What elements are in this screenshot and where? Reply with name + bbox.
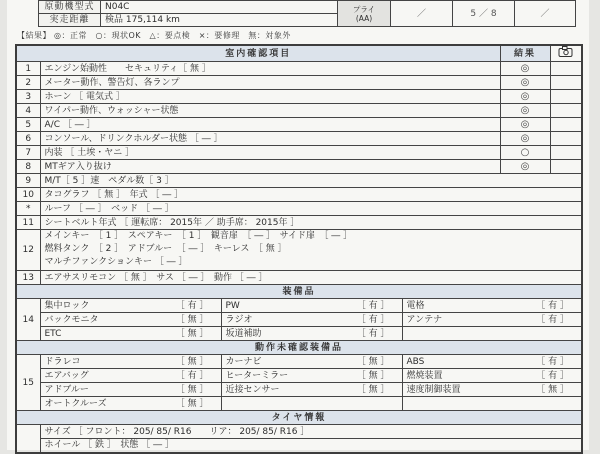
result-symbol: ◎ [500,118,550,132]
row-label: 内装 ［ 土埃・ヤニ ］ [40,146,500,160]
row-number: * [16,202,40,216]
row-number: 11 [16,216,40,230]
mileage-value: 検品 175,114 km [101,14,338,27]
row-label: ワイパー動作、ウォッシャー状態 [40,104,500,118]
equipment-cell [221,383,402,397]
equipment-name: ETC [44,328,62,339]
equipment-name: ドラレコ [44,356,81,367]
result-legend: 【結果】 ◎：正常 ○：現状OK △：要点検 ×：要修理 無：対象外 [17,31,291,40]
unverified-row [16,355,582,369]
unverified-row [16,383,582,397]
row-label: コンソール、ドリンクホルダー状態 ［ ― ］ [40,132,500,146]
equipment-cell [402,355,582,369]
equipment-value: ［ 無 ］ [175,384,209,395]
tire-header-row [16,411,582,425]
table-row [16,146,582,160]
result-column-header: 結果 [500,45,550,62]
equipment-cell [402,369,582,383]
equipment-cell [402,299,582,313]
equipment-cell [221,313,402,327]
equipment-cell [40,383,221,397]
tire-size-row [16,425,582,439]
equipment-name: 速度制御装置 [406,384,461,395]
ply-cell-3: ／ [515,1,576,27]
table-row [16,118,582,132]
row-label: ルーフ ［ ― ］ ベッド ［ ― ］ [40,202,582,216]
photo-cell [550,132,582,146]
keys-line-3: マルチファンクションキー ［ ― ］ [44,257,188,267]
table-row [16,271,582,285]
equipment-name: カーナビ [225,356,262,367]
wheel-row [16,439,582,453]
row-number: 5 [16,118,40,132]
table-row [16,188,582,202]
equipment-value: ［ 無 ］ [175,398,209,409]
row-label: メーター動作、警告灯、各ランプ [40,76,500,90]
ply-grade-cell [338,1,391,27]
equipment-name: 坂道補助 [225,328,262,339]
equipment-cell [402,313,582,327]
equipment-value: ［ 有 ］ [175,300,209,311]
row-number: 12 [16,230,40,271]
equipment-cell [40,355,221,369]
equipment-name: アドブルー [44,384,89,395]
table-row [16,62,582,76]
equipment-cell-empty [402,327,582,341]
equipment-value: ［ 無 ］ [175,356,209,367]
row-number: 6 [16,132,40,146]
engine-model-value: N04C [101,1,338,14]
equipment-value: ［ 無 ］ [356,356,390,367]
equipment-cell [221,327,402,341]
equipment-cell [221,299,402,313]
photo-cell [550,146,582,160]
result-symbol: ◎ [500,76,550,90]
equipment-name: 燃焼装置 [406,370,443,381]
engine-model-label: 原動機型式 [39,1,101,14]
equipment-value: ［ 有 ］ [356,300,390,311]
unverified-row [16,397,582,411]
table-row [16,104,582,118]
equipment-name: エアバッグ [44,370,89,381]
equipment-value: ［ 有 ］ [536,314,570,325]
section-header-tire: タイヤ情報 [16,411,582,425]
photo-cell [550,118,582,132]
equipment-name: PW [225,300,240,311]
equipment-cell [40,327,221,341]
row-number: 10 [16,188,40,202]
equipment-header-row [16,285,582,299]
equipment-name: アンテナ [406,314,443,325]
section-header-equipment: 装備品 [16,285,582,299]
engine-model-row [39,1,576,14]
equipment-value: ［ 有 ］ [536,300,570,311]
row-number: 3 [16,90,40,104]
row-label: タコグラフ ［ 無 ］ 年式 ［ ― ］ [40,188,582,202]
row-number: 4 [16,104,40,118]
table-row [16,174,582,188]
equipment-name: バックモニタ [44,314,99,325]
photo-cell [550,76,582,90]
equipment-name: 近接センサー [225,384,280,395]
result-symbol: ◎ [500,104,550,118]
ply-cell-2: 5 ／ 8 [453,1,515,27]
mileage-label: 実走距離 [39,14,101,27]
row-number: 9 [16,174,40,188]
equipment-name: ラジオ [225,314,253,325]
equipment-cell [40,299,221,313]
equipment-row [16,327,582,341]
result-symbol: ◎ [500,132,550,146]
row-number-empty [16,425,40,453]
ply-cell-1: ／ [391,1,453,27]
equipment-value: ［ 有 ］ [356,328,390,339]
equipment-cell-empty [402,397,582,411]
equipment-cell [40,397,221,411]
equipment-value: ［ 有 ］ [356,314,390,325]
row-number: 13 [16,271,40,285]
equipment-value: ［ 有 ］ [536,356,570,367]
equipment-name: 電格 [406,300,425,311]
row-number: 15 [16,355,40,411]
row-number: 2 [16,76,40,90]
keys-line-2: 燃料タンク ［ 2 ］ アドブルー ［ ― ］ キーレス ［ 無 ］ [44,244,287,254]
row-number: 14 [16,299,40,341]
unverified-row [16,369,582,383]
ply-grade-line1: プライ [352,4,376,14]
table-row [16,132,582,146]
ply-grade-line2: (AA) [355,13,373,23]
table-row [16,216,582,230]
equipment-value: ［ 無 ］ [536,384,570,395]
result-symbol: ◎ [500,160,550,174]
wheel-label: ホイール ［ 鉄 ］ 状態 ［ ― ］ [40,439,582,453]
keys-cell [40,230,582,271]
equipment-cell-empty [221,397,402,411]
row-label: MTギア入り抜け [40,160,500,174]
result-symbol: ◎ [500,62,550,76]
equipment-name: オートクルーズ [44,398,107,409]
row-number: 1 [16,62,40,76]
photo-cell [550,90,582,104]
equipment-value: ［ 有 ］ [175,370,209,381]
inspection-table [15,44,583,454]
equipment-value: ［ 無 ］ [356,370,390,381]
equipment-cell [40,369,221,383]
equipment-cell [402,383,582,397]
top-table [38,0,576,27]
photo-cell [550,160,582,174]
equipment-cell [40,313,221,327]
photo-cell [550,62,582,76]
unverified-header-row [16,341,582,355]
camera-column-header [550,45,582,62]
equipment-value: ［ 無 ］ [175,314,209,325]
section-header-interior: 室内確認項目 [16,45,500,62]
equipment-name: 集中ロック [44,300,90,311]
equipment-row [16,299,582,313]
table-row [16,160,582,174]
row-label: A/C ［ ― ］ [40,118,500,132]
row-number: 8 [16,160,40,174]
equipment-value: ［ 無 ］ [356,384,390,395]
equipment-name: ABS [406,356,425,367]
row-label: M/T［ 5 ］速 ペダル数［ 3 ］ [40,174,582,188]
row-label: ホーン ［ 電気式 ］ [40,90,500,104]
interior-header-row [16,45,582,62]
table-row [16,76,582,90]
photo-cell [550,104,582,118]
row-label: エンジン始動性 セキュリティ［ 無 ］ [40,62,500,76]
row-label: シートベルト年式 ［ 運転席： 2015年 ／ 助手席： 2015年 ］ [40,216,582,230]
equipment-row [16,313,582,327]
result-symbol: ◎ [500,90,550,104]
table-row [16,202,582,216]
equipment-value: ［ 無 ］ [175,328,209,339]
equipment-value: ［ 有 ］ [536,370,570,381]
equipment-cell [221,355,402,369]
tire-size-label: サイズ ［ フロント： 205/ 85/ R16 リア： 205/ 85/ R16 ］ [40,425,582,439]
keys-line-1: メインキー ［ 1 ］ スペアキー ［ 1 ］ 観音扉 ［ ― ］ サイド扉 ［ ― ］ [44,231,353,241]
row-label: エアサスリモコン ［ 無 ］ サス ［ ― ］ 動作 ［ ― ］ [40,271,582,285]
result-symbol: ○ [500,146,550,160]
table-row [16,90,582,104]
equipment-cell [221,369,402,383]
table-row-keys [16,230,582,271]
section-header-unverified: 動作未確認装備品 [16,341,582,355]
row-number: 7 [16,146,40,160]
equipment-name: ヒーターミラー [225,370,289,381]
camera-icon [558,50,573,60]
